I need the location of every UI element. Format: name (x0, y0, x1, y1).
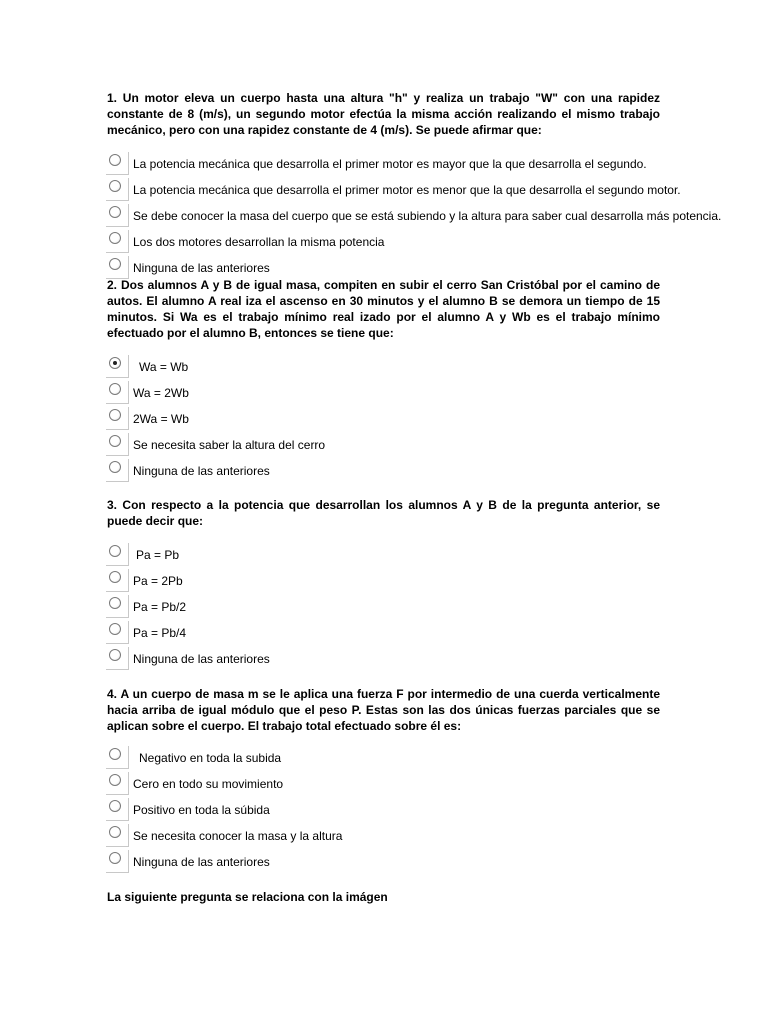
radio-button[interactable] (109, 258, 121, 270)
radio-button[interactable] (109, 649, 121, 661)
radio-button[interactable] (109, 571, 121, 583)
radio-button[interactable] (109, 383, 121, 395)
q4-option-2[interactable] (106, 772, 756, 798)
option-label: Ninguna de las anteriores (133, 464, 270, 478)
question-1-text: 1. Un motor eleva un cuerpo hasta una altura "h" y realiza un trabajo "W" con una rapidez constante de 8 (m/s), un segundo motor efectúa la misma acción realizando el mismo trabajo mecánico, pero con una rapidez constante de 4 (m/s). Se puede afirmar que: (107, 91, 660, 137)
radio-button[interactable] (109, 852, 121, 864)
q1-option-1[interactable] (106, 152, 756, 178)
q1-option-3[interactable] (106, 204, 756, 230)
option-label: Ninguna de las anteriores (133, 855, 270, 869)
option-label: Se necesita saber la altura del cerro (133, 438, 326, 452)
q2-option-3[interactable] (106, 407, 756, 433)
radio-button[interactable] (109, 435, 121, 447)
q2-option-4[interactable] (106, 433, 756, 459)
radio-button[interactable] (109, 154, 121, 166)
radio-button[interactable] (109, 774, 121, 786)
option-label: Ninguna de las anteriores (133, 261, 270, 275)
radio-button[interactable] (109, 597, 121, 609)
q2-option-1[interactable] (106, 355, 756, 381)
radio-button-selected[interactable] (109, 357, 121, 369)
option-label: Se necesita conocer la masa y la altura (133, 829, 343, 843)
radio-button[interactable] (109, 409, 121, 421)
option-label: Wa = 2Wb (133, 386, 189, 400)
next-question-note: La siguiente pregunta se relaciona con la imágen (107, 890, 388, 904)
q3-option-5[interactable] (106, 647, 756, 673)
radio-button[interactable] (109, 461, 121, 473)
option-label: Pa = Pb (136, 548, 180, 562)
q4-option-3[interactable] (106, 798, 756, 824)
option-label: Ninguna de las anteriores (133, 652, 270, 666)
q3-option-4[interactable] (106, 621, 756, 647)
q1-option-2[interactable] (106, 178, 756, 204)
question-2-text: 2. Dos alumnos A y B de igual masa, compiten en subir el cerro San Cristóbal por el camino de autos. El alumno A real iza el ascenso en 30 minutos y el alumno B se demora un tiempo de 15 minutos. Si Wa es el trabajo mínimo real izado por el alumno A y Wb es el trabajo mínimo efectuado por el alumno B, entonces se tiene que: (107, 278, 660, 340)
q1-option-4[interactable] (106, 230, 756, 256)
radio-button[interactable] (109, 826, 121, 838)
question-4-text: 4. A un cuerpo de masa m se le aplica una fuerza F por intermedio de una cuerda verticalmente hacia arriba de igual módulo que el peso P. Estas son las dos únicas fuerzas parciales que se aplican sobre el cuerpo. El trabajo total efectuado sobre él es: (107, 687, 660, 733)
option-label: Negativo en toda la subida (139, 751, 282, 765)
radio-button[interactable] (109, 232, 121, 244)
option-label: Cero en todo su movimiento (133, 777, 284, 791)
radio-button[interactable] (109, 545, 121, 557)
radio-button[interactable] (109, 206, 121, 218)
option-label: Se debe conocer la masa del cuerpo que se está subiendo y la altura para saber cual desarrolla más potencia. (133, 209, 722, 223)
q3-option-3[interactable] (106, 595, 756, 621)
q2-option-5[interactable] (106, 459, 756, 485)
option-label: La potencia mecánica que desarrolla el primer motor es menor que la que desarrolla el segundo motor. (133, 183, 681, 197)
option-label: Positivo en toda la súbida (133, 803, 270, 817)
option-label: Pa = 2Pb (133, 574, 183, 588)
q3-option-1[interactable] (106, 543, 756, 569)
q4-option-5[interactable] (106, 850, 756, 876)
radio-button[interactable] (109, 180, 121, 192)
q3-option-2[interactable] (106, 569, 756, 595)
option-label: Los dos motores desarrollan la misma potencia (133, 235, 385, 249)
option-label: 2Wa = Wb (133, 412, 189, 426)
radio-button[interactable] (109, 623, 121, 635)
q2-option-2[interactable] (106, 381, 756, 407)
option-label: La potencia mecánica que desarrolla el primer motor es mayor que la que desarrolla el segundo. (133, 157, 647, 171)
q4-option-1[interactable] (106, 746, 756, 772)
option-label: Wa = Wb (139, 360, 189, 374)
radio-button[interactable] (109, 800, 121, 812)
question-3-text: 3. Con respecto a la potencia que desarrollan los alumnos A y B de la pregunta anterior, se puede decir que: (107, 498, 660, 528)
option-label: Pa = Pb/2 (133, 600, 187, 614)
q4-option-4[interactable] (106, 824, 756, 850)
option-label: Pa = Pb/4 (133, 626, 187, 640)
radio-button[interactable] (109, 748, 121, 760)
